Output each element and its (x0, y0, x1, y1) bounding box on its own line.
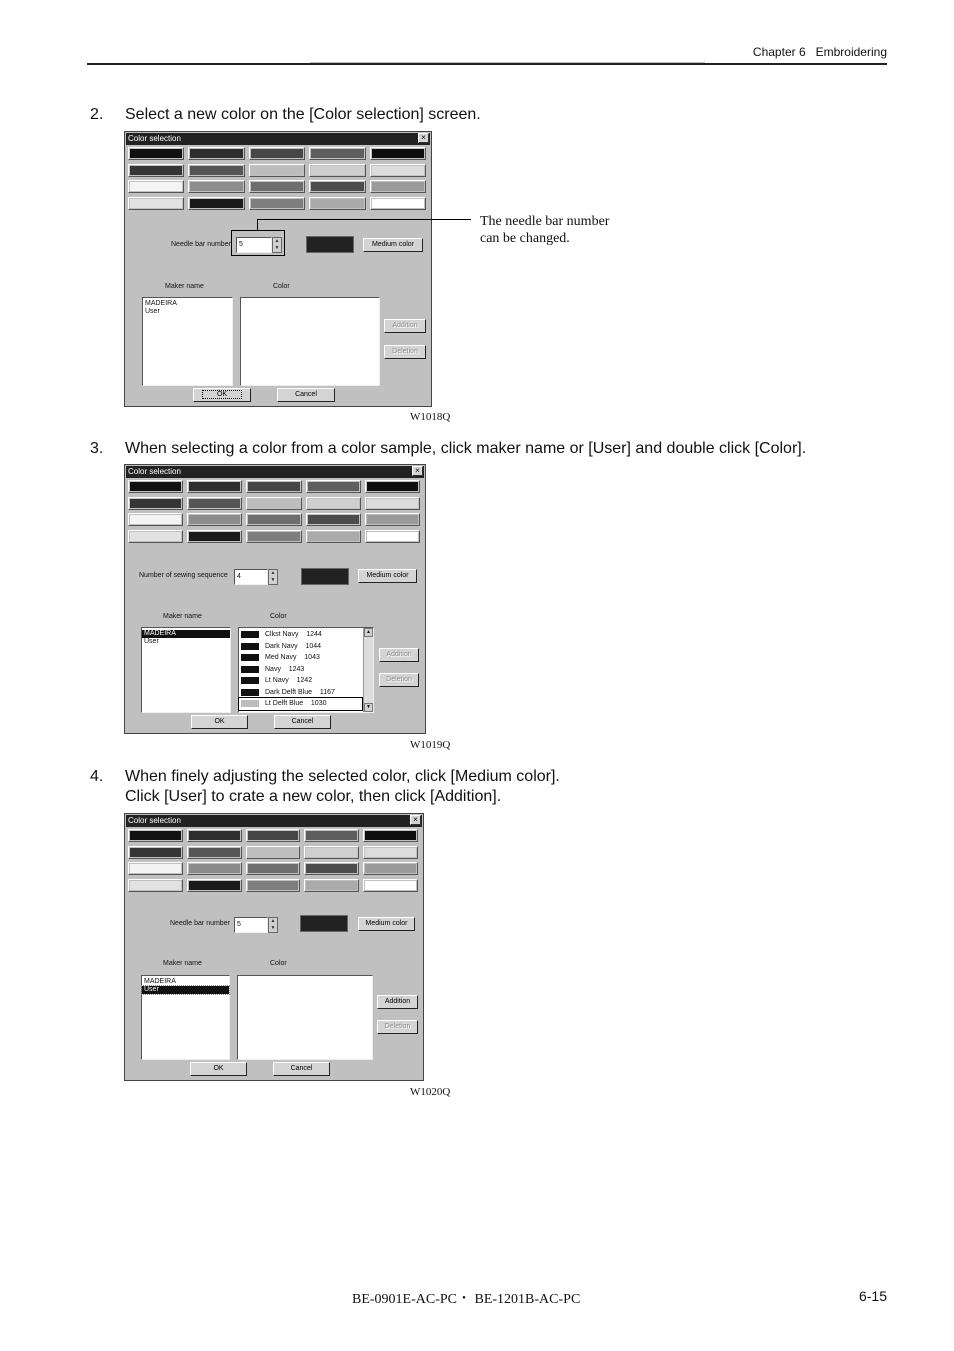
color-swatch-fill (365, 881, 416, 890)
color-swatch-fill (248, 864, 299, 873)
color-swatch[interactable] (249, 197, 305, 210)
current-color-preview (306, 236, 354, 253)
color-swatch[interactable] (306, 497, 361, 510)
color-swatch[interactable] (370, 180, 426, 193)
color-swatch[interactable] (304, 846, 359, 859)
color-swatch-fill (248, 482, 299, 491)
footer-page-number: 6-15 (858, 1288, 887, 1304)
addition-button[interactable]: Addition (379, 648, 419, 662)
color-swatch-fill (251, 149, 303, 158)
color-swatch[interactable] (128, 180, 184, 193)
color-selection-dialog (124, 131, 432, 407)
color-item-label: Lt Navy 1242 (265, 677, 313, 684)
maker-name-label: Maker name (163, 613, 202, 620)
color-swatch-fill (130, 881, 181, 890)
color-swatch-fill (308, 482, 359, 491)
color-swatch[interactable] (309, 197, 365, 210)
maker-name-label: Maker name (163, 960, 202, 967)
color-swatch[interactable] (188, 180, 244, 193)
color-swatch-fill (130, 864, 181, 873)
color-swatch-fill (306, 881, 357, 890)
color-chip (241, 643, 259, 650)
color-swatch-fill (130, 515, 181, 524)
color-swatch[interactable] (188, 147, 244, 160)
maker-item-user[interactable]: User (144, 638, 159, 645)
color-swatch-fill (251, 182, 303, 191)
color-swatch-fill (372, 166, 424, 175)
color-swatch-fill (306, 831, 357, 840)
color-swatch-fill (306, 848, 357, 857)
color-swatch-fill (308, 532, 359, 541)
ok-button[interactable]: OK (191, 715, 248, 729)
color-swatch[interactable] (187, 480, 242, 493)
color-label: Color (273, 283, 290, 290)
color-swatch-fill (130, 532, 181, 541)
color-swatch[interactable] (249, 164, 305, 177)
color-swatch[interactable] (128, 480, 183, 493)
color-item-label: Clkst Navy 1244 (265, 631, 322, 638)
color-swatch-fill (365, 848, 416, 857)
color-swatch-fill (189, 848, 240, 857)
color-swatch[interactable] (370, 197, 426, 210)
color-swatch[interactable] (187, 829, 242, 842)
color-swatch[interactable] (128, 147, 184, 160)
color-swatch[interactable] (187, 513, 242, 526)
color-list-item[interactable] (239, 629, 362, 641)
figure-code: W1018Q (410, 411, 451, 423)
color-chip (241, 677, 259, 684)
color-swatch-fill (306, 864, 357, 873)
color-swatch-fill (189, 515, 240, 524)
step-3 (90, 439, 806, 459)
color-swatch[interactable] (128, 530, 183, 543)
maker-list[interactable] (141, 627, 231, 713)
color-list-item[interactable] (239, 698, 362, 710)
figure-code: W1020Q (410, 1086, 451, 1098)
callout-leader-vertical (257, 219, 258, 231)
color-chip (241, 700, 259, 707)
color-swatch[interactable] (128, 197, 184, 210)
color-swatch[interactable] (304, 879, 359, 892)
maker-item-user[interactable]: User (142, 986, 229, 994)
color-swatch[interactable] (309, 180, 365, 193)
color-chip (241, 689, 259, 696)
needle-bar-stepper[interactable]: ▲ ▼ (272, 237, 282, 253)
step-number: 4. (90, 768, 104, 785)
color-item-label: Dark Delft Blue 1167 (265, 688, 335, 696)
color-swatch-fill (130, 482, 181, 491)
color-swatch-fill (365, 864, 416, 873)
color-swatch-fill (130, 166, 182, 175)
color-label: Color (270, 613, 287, 620)
step-text: When finely adjusting the selected color, click [Medium color]. (125, 768, 560, 785)
color-swatch[interactable] (304, 829, 359, 842)
dialog-title: Color selection (128, 816, 181, 825)
color-swatch[interactable] (363, 846, 418, 859)
callout-note (480, 213, 609, 247)
color-swatch-fill (190, 149, 242, 158)
color-swatch[interactable] (128, 164, 184, 177)
figure-code: W1019Q (410, 739, 451, 751)
addition-button[interactable]: Addition (384, 319, 426, 333)
step-4 (90, 767, 560, 807)
maker-name-label: Maker name (165, 283, 204, 290)
color-swatch-fill (372, 182, 424, 191)
color-swatch-fill (311, 199, 363, 208)
color-swatch-fill (190, 199, 242, 208)
color-swatch-fill (308, 515, 359, 524)
color-swatch-fill (130, 831, 181, 840)
color-swatch[interactable] (128, 497, 183, 510)
maker-item-madeira[interactable]: MADEIRA (145, 300, 177, 307)
step-2 (90, 105, 481, 125)
color-swatch[interactable] (304, 862, 359, 875)
color-swatch-fill (311, 149, 363, 158)
header-rule-thin (310, 62, 705, 63)
color-swatch[interactable] (365, 480, 420, 493)
needle-bar-label: Needle bar number (171, 241, 231, 248)
maker-item-user[interactable]: User (145, 308, 160, 315)
color-swatch[interactable] (128, 829, 183, 842)
color-chip (241, 666, 259, 673)
close-icon[interactable]: × (418, 133, 429, 143)
color-swatch[interactable] (246, 829, 301, 842)
color-swatch[interactable] (187, 862, 242, 875)
color-swatch-fill (130, 182, 182, 191)
deletion-button[interactable]: Deletion (377, 1020, 418, 1034)
color-list[interactable] (237, 975, 373, 1060)
color-list-item[interactable] (239, 652, 362, 664)
maker-list[interactable] (141, 975, 230, 1060)
color-swatch[interactable] (306, 530, 361, 543)
color-swatch[interactable] (128, 862, 183, 875)
medium-color-button[interactable]: Medium color (358, 569, 417, 583)
color-swatch[interactable] (246, 879, 301, 892)
cancel-button[interactable]: Cancel (273, 1062, 330, 1076)
color-swatch-fill (367, 515, 418, 524)
step-text: Select a new color on the [Color selection] screen. (125, 106, 481, 123)
color-swatch-fill (367, 482, 418, 491)
color-swatch[interactable] (187, 879, 242, 892)
color-swatch-fill (251, 199, 303, 208)
callout-highlight-box (231, 230, 285, 256)
dialog-title: Color selection (128, 467, 181, 476)
color-swatch[interactable] (187, 846, 242, 859)
color-list[interactable] (240, 297, 380, 386)
color-swatch-fill (308, 499, 359, 508)
color-swatch[interactable] (188, 164, 244, 177)
ok-button[interactable] (193, 388, 251, 402)
maker-item-madeira[interactable]: MADEIRA (144, 978, 176, 985)
maker-list[interactable] (142, 297, 233, 386)
color-swatch[interactable] (309, 147, 365, 160)
footer-model: BE-0901E-AC-PC・ BE-1201B-AC-PC (352, 1292, 581, 1307)
color-swatch-fill (189, 881, 240, 890)
scroll-up-icon[interactable]: ▲ (364, 628, 373, 637)
medium-color-button[interactable]: Medium color (358, 917, 415, 931)
step-number: 2. (90, 106, 104, 123)
color-swatch[interactable] (128, 846, 183, 859)
step-text-continued: Click [User] to crate a new color, then click [Addition]. (125, 788, 502, 805)
callout-leader-horizontal (257, 219, 471, 220)
ok-label: OK (203, 391, 241, 398)
color-swatch[interactable] (187, 530, 242, 543)
step-text: When selecting a color from a color sample, click maker name or [User] and double click [Color]. (125, 440, 807, 457)
color-swatch[interactable] (363, 829, 418, 842)
color-list-scrollbar[interactable] (363, 628, 373, 712)
header-rule (87, 63, 887, 65)
color-swatch-fill (248, 848, 299, 857)
callout-line-2: can be changed. (480, 231, 570, 246)
color-swatch[interactable] (188, 197, 244, 210)
color-swatch-fill (311, 166, 363, 175)
color-swatch-fill (130, 848, 181, 857)
color-swatch-fill (311, 182, 363, 191)
dialog-title: Color selection (128, 134, 181, 143)
color-swatch[interactable] (363, 879, 418, 892)
dialog-titlebar (126, 815, 422, 827)
color-swatch-fill (372, 199, 424, 208)
needle-bar-input[interactable]: 5 (234, 917, 268, 933)
color-list-item[interactable] (239, 675, 362, 687)
callout-line-1: The needle bar number (480, 214, 610, 229)
color-items (239, 629, 362, 710)
color-list-item[interactable] (239, 641, 362, 653)
color-swatch-fill (130, 149, 182, 158)
close-icon[interactable]: × (410, 815, 421, 825)
color-list-item[interactable] (239, 664, 362, 676)
color-swatch[interactable] (370, 147, 426, 160)
color-swatch[interactable] (363, 862, 418, 875)
color-swatch-fill (189, 499, 240, 508)
color-swatch[interactable] (246, 513, 301, 526)
color-selection-dialog (124, 813, 424, 1081)
dialog-titlebar (126, 133, 430, 145)
needle-bar-label: Needle bar number (170, 920, 230, 927)
color-swatch-fill (189, 482, 240, 491)
color-swatch[interactable] (246, 846, 301, 859)
color-swatch[interactable] (365, 530, 420, 543)
color-chip (241, 631, 259, 638)
sewing-sequence-label: Number of sewing sequence (139, 572, 228, 579)
color-item-label: Navy 1243 (265, 665, 305, 673)
color-swatch[interactable] (249, 180, 305, 193)
color-selection-dialog (124, 464, 426, 734)
color-swatch-fill (365, 831, 416, 840)
color-swatch-fill (248, 881, 299, 890)
current-color-preview (301, 568, 349, 585)
sewing-sequence-input[interactable]: 4 (234, 569, 268, 585)
addition-button[interactable]: Addition (377, 995, 418, 1009)
ok-button[interactable]: OK (190, 1062, 247, 1076)
color-swatch[interactable] (246, 497, 301, 510)
color-swatch[interactable] (309, 164, 365, 177)
color-swatch-fill (130, 199, 182, 208)
color-item-label: Lt Delft Blue 1030 (265, 700, 327, 707)
color-swatch-fill (372, 149, 424, 158)
dialog-titlebar (126, 466, 424, 478)
color-swatch[interactable] (365, 513, 420, 526)
color-swatch-fill (367, 532, 418, 541)
color-chip (241, 654, 259, 661)
cancel-button[interactable]: Cancel (274, 715, 331, 729)
close-icon[interactable]: × (412, 466, 423, 476)
step-number: 3. (90, 440, 104, 457)
color-swatch-fill (189, 864, 240, 873)
chapter-header: Chapter 6 Embroidering (752, 45, 887, 59)
color-swatch-fill (367, 499, 418, 508)
color-label: Color (270, 960, 287, 967)
color-swatch[interactable] (128, 879, 183, 892)
needle-bar-stepper[interactable]: ▲ ▼ (268, 917, 278, 933)
deletion-button[interactable]: Deletion (379, 673, 419, 687)
color-swatch-fill (251, 166, 303, 175)
color-swatch[interactable] (306, 513, 361, 526)
color-swatch[interactable] (370, 164, 426, 177)
deletion-button[interactable]: Deletion (384, 345, 426, 359)
color-swatch[interactable] (246, 530, 301, 543)
scroll-down-icon[interactable]: ▼ (364, 703, 373, 712)
cancel-button[interactable]: Cancel (277, 388, 335, 402)
color-swatch[interactable] (128, 513, 183, 526)
color-swatch[interactable] (365, 497, 420, 510)
color-item-label: Med Navy 1043 (265, 654, 320, 661)
color-swatch-fill (248, 532, 299, 541)
color-swatch-fill (130, 499, 181, 508)
color-swatch[interactable] (249, 147, 305, 160)
needle-bar-input[interactable]: 5 (236, 237, 272, 253)
color-item-label: Dark Navy 1044 (265, 642, 322, 650)
color-swatch-fill (190, 166, 242, 175)
color-swatch-fill (189, 532, 240, 541)
color-swatch-fill (189, 831, 240, 840)
sewing-sequence-stepper[interactable]: ▲ ▼ (268, 569, 278, 585)
color-swatch[interactable] (246, 480, 301, 493)
current-color-preview (300, 915, 348, 932)
color-swatch-fill (248, 499, 299, 508)
color-swatch-fill (248, 831, 299, 840)
color-swatch[interactable] (246, 862, 301, 875)
color-swatch-fill (248, 515, 299, 524)
color-list[interactable] (238, 627, 374, 713)
medium-color-button[interactable]: Medium color (363, 238, 423, 252)
color-swatch-fill (190, 182, 242, 191)
color-swatch[interactable] (306, 480, 361, 493)
color-list-item[interactable] (239, 687, 362, 699)
maker-item-madeira[interactable]: MADEIRA (142, 630, 230, 638)
color-swatch[interactable] (187, 497, 242, 510)
